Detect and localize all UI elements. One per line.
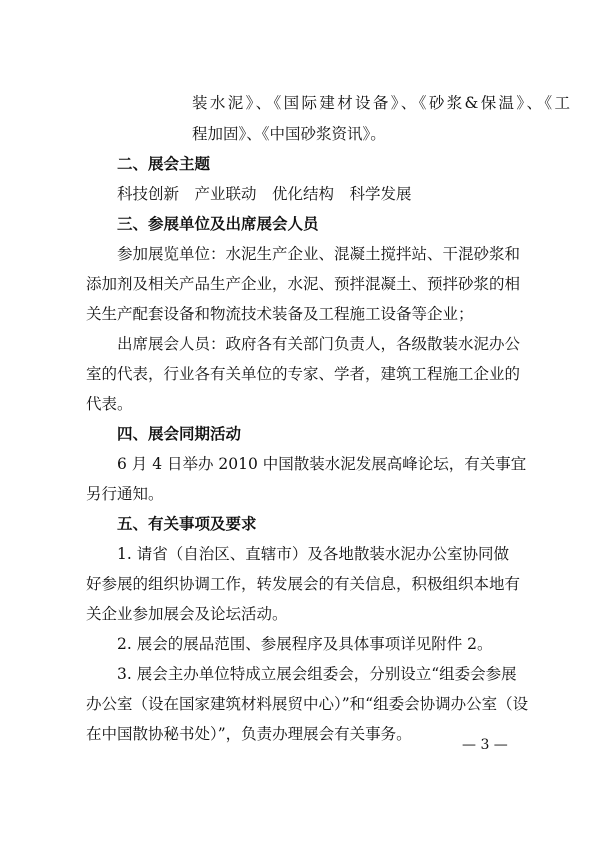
body-text-line: 关企业参加展会及论坛活动。	[86, 605, 288, 623]
body-text-line: 程加固》、《中国砂浆资讯》。	[192, 125, 386, 143]
body-text-line: 添加剂及相关产品生产企业，水泥、预拌混凝土、预拌砂浆的相	[86, 275, 521, 293]
body-text-line: 办公室（设在国家建筑材料展贸中心）”和“组委会协调办公室（设	[86, 695, 529, 713]
body-text-line: 出席展会人员：政府各有关部门负责人，各级散装水泥办公	[117, 335, 521, 353]
section-heading-theme: 二、展会主题	[117, 155, 211, 173]
body-text-line: 关生产配套设备和物流技术装备及工程施工设备等企业；	[86, 305, 474, 323]
body-text-line: 装水泥》、《国际建材设备》、《砂浆&保温》、《工	[192, 94, 570, 112]
body-text-line: 另行通知。	[86, 485, 164, 503]
body-text-line: 代表。	[86, 395, 133, 413]
page-number: — 3 —	[462, 737, 508, 753]
body-text-line: 在中国散协秘书处）”，负责办理展会有关事务。	[86, 725, 412, 743]
section-heading-activities: 四、展会同期活动	[117, 425, 242, 443]
section-heading-requirements: 五、有关事项及要求	[117, 515, 257, 533]
body-text-line: 1. 请省（自治区、直辖市）及各地散装水泥办公室协同做	[117, 545, 509, 563]
body-text-line: 参加展览单位：水泥生产企业、混凝土搅拌站、干混砂浆和	[117, 245, 521, 263]
body-text-line: 科技创新 产业联动 优化结构 科学发展	[117, 185, 412, 203]
body-text-line: 6 月 4 日举办 2010 中国散装水泥发展高峰论坛，有关事宜	[117, 455, 527, 473]
body-text-line: 室的代表，行业各有关单位的专家、学者，建筑工程施工企业的	[86, 365, 521, 383]
body-text-line: 好参展的组织协调工作，转发展会的有关信息，积极组织本地有	[86, 575, 521, 593]
body-text-line: 2. 展会的展品范围、参展程序及具体事项详见附件 2。	[117, 635, 493, 653]
body-text-line: 3. 展会主办单位特成立展会组委会，分别设立“组委会参展	[117, 665, 517, 683]
section-heading-exhibitors: 三、参展单位及出席展会人员	[117, 215, 319, 233]
